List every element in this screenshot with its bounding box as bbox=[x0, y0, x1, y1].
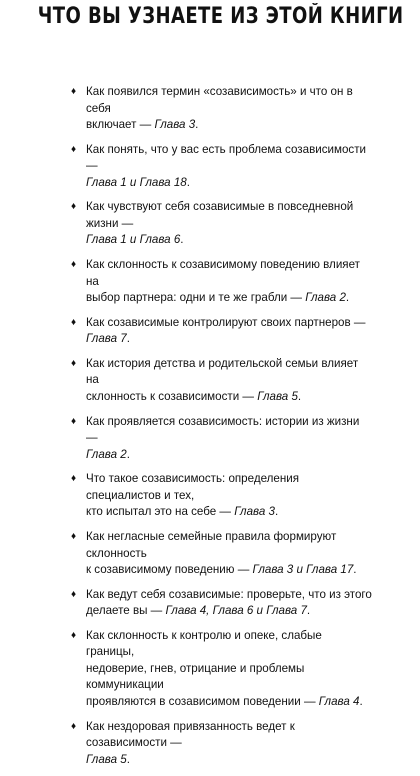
list-item bbox=[73, 315, 373, 348]
diamond-bullet-icon: ♦ bbox=[71, 720, 77, 732]
item-end: . bbox=[126, 447, 130, 461]
chapter-reference: Глава 5 bbox=[86, 752, 127, 766]
item-text: выбор партнера: одни и те же грабли — bbox=[86, 291, 306, 305]
item-line bbox=[86, 529, 373, 562]
diamond-bullet-icon: ♦ bbox=[71, 415, 77, 427]
chapter-reference: Глава 7 bbox=[86, 332, 127, 346]
diamond-bullet-icon: ♦ bbox=[71, 259, 77, 271]
chapter-reference: Глава 3 bbox=[154, 118, 196, 131]
item-end: . bbox=[126, 752, 130, 766]
list-item bbox=[73, 414, 373, 464]
item-line bbox=[86, 504, 373, 521]
item-end: . bbox=[297, 389, 302, 403]
list-item bbox=[73, 719, 373, 769]
chapter-reference: Глава 5 bbox=[257, 389, 298, 403]
item-line bbox=[86, 562, 373, 579]
item-line bbox=[86, 719, 373, 752]
chapter-reference: Глава 3 bbox=[234, 505, 275, 519]
item-text: включает — bbox=[86, 118, 155, 131]
item-text: Как нездоровая привязанность ведет к созависимости — bbox=[86, 719, 295, 750]
item-line bbox=[86, 356, 373, 389]
item-text: кто испытал это на себе — bbox=[86, 505, 235, 519]
chapter-reference: Глава 2 bbox=[305, 291, 346, 305]
diamond-bullet-icon: ♦ bbox=[71, 473, 77, 485]
item-end: . bbox=[180, 233, 184, 247]
item-line bbox=[86, 628, 373, 661]
item-text: Как история детства и родительской семьи влияет на bbox=[86, 356, 359, 387]
item-line bbox=[86, 587, 373, 604]
item-line bbox=[86, 84, 373, 117]
chapter-reference: Глава 2 bbox=[86, 447, 127, 461]
chapter-reference: Глава 4 bbox=[318, 694, 360, 708]
list-item bbox=[73, 356, 373, 406]
item-text: Как склонность к созависимому поведению влияет на bbox=[86, 258, 360, 288]
item-line bbox=[86, 175, 373, 192]
item-line bbox=[86, 257, 373, 290]
item-line bbox=[86, 389, 373, 406]
item-text: Как склонность к контролю и опеке, слабые границы, bbox=[86, 628, 322, 659]
item-line bbox=[86, 290, 373, 307]
item-text: Что такое созависимость: определения специалистов и тех, bbox=[86, 472, 300, 502]
list-item bbox=[73, 257, 373, 307]
item-text: делаете вы — bbox=[86, 604, 166, 618]
diamond-bullet-icon: ♦ bbox=[71, 201, 77, 213]
item-text: Как негласные семейные правила формируют склонность bbox=[86, 530, 337, 560]
item-text: проявляются в созависимом поведении — bbox=[86, 694, 319, 708]
item-end: . bbox=[195, 118, 199, 131]
item-line bbox=[86, 752, 373, 769]
item-text: Как проявляется созависимость: истории из жизни — bbox=[86, 414, 360, 445]
list-item bbox=[73, 628, 373, 711]
chapter-reference: Глава 4, Глава 6 и Глава 7 bbox=[165, 604, 307, 618]
item-line bbox=[86, 603, 373, 620]
list-item bbox=[73, 587, 373, 620]
diamond-bullet-icon: ♦ bbox=[71, 531, 77, 542]
item-line bbox=[86, 661, 373, 694]
topics-list bbox=[73, 84, 373, 776]
item-end: . bbox=[359, 694, 363, 708]
item-line bbox=[86, 694, 373, 711]
item-text: недоверие, гнев, отрицание и проблемы коммуникации bbox=[86, 661, 305, 692]
item-line bbox=[86, 142, 373, 175]
item-text: Как ведут себя созависимые: проверьте, что из этого bbox=[86, 587, 372, 601]
list-item bbox=[73, 84, 373, 134]
item-end: . bbox=[353, 563, 357, 576]
diamond-bullet-icon: ♦ bbox=[71, 143, 77, 155]
item-end: . bbox=[126, 332, 130, 346]
list-item bbox=[73, 529, 373, 579]
chapter-reference: Глава 3 и Глава 17 bbox=[252, 563, 354, 576]
item-line bbox=[86, 471, 373, 504]
item-line bbox=[86, 117, 373, 134]
chapter-reference: Глава 1 и Глава 6 bbox=[86, 233, 181, 247]
item-line bbox=[86, 447, 373, 464]
item-text: Как понять, что у вас есть проблема созависимости — bbox=[86, 142, 366, 173]
item-text: к созависимому поведению — bbox=[86, 563, 253, 576]
item-text: Как появился термин «созависимость» и что он в себя bbox=[86, 85, 353, 115]
diamond-bullet-icon: ♦ bbox=[71, 588, 77, 600]
item-line bbox=[86, 315, 373, 348]
item-end: . bbox=[274, 505, 279, 519]
list-item bbox=[73, 142, 373, 192]
page-title: ЧТО ВЫ УЗНАЕТЕ ИЗ ЭТОЙ КНИГИ bbox=[37, 4, 404, 29]
item-text: склонность к созависимости — bbox=[86, 389, 258, 403]
item-line bbox=[86, 414, 373, 447]
item-end: . bbox=[345, 291, 350, 305]
item-end: . bbox=[306, 604, 311, 618]
diamond-bullet-icon: ♦ bbox=[71, 316, 77, 328]
item-line bbox=[86, 199, 373, 232]
diamond-bullet-icon: ♦ bbox=[71, 86, 77, 97]
item-text: Как чувствуют себя созависимые в повседневной жизни — bbox=[86, 200, 354, 230]
diamond-bullet-icon: ♦ bbox=[71, 357, 77, 369]
item-end: . bbox=[186, 175, 190, 189]
item-line bbox=[86, 232, 373, 249]
list-item bbox=[73, 471, 373, 521]
chapter-reference: Глава 1 и Глава 18 bbox=[86, 175, 187, 189]
diamond-bullet-icon: ♦ bbox=[71, 629, 77, 641]
item-text: Как созависимые контролируют своих партнеров — bbox=[86, 315, 366, 329]
list-item bbox=[73, 199, 373, 249]
